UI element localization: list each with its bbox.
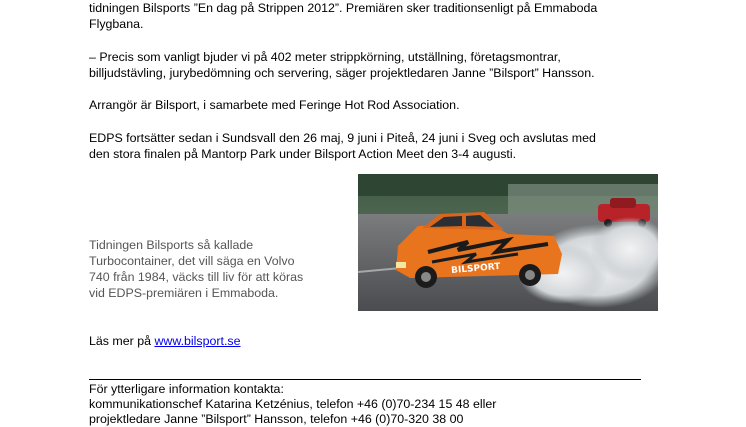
contact-line-2: projektledare Janne ”Bilsport” Hansson, telefon +46 (0)70-320 38 00 — [89, 412, 464, 426]
caption-line-1: Tidningen Bilsports så kallade — [89, 238, 254, 252]
car-lettering: BILSPORT — [450, 261, 501, 277]
paragraph-intro-line-1: tidningen Bilsports ”En dag på Strippen 2012”. Premiären sker traditionsenligt på Emmaboda — [89, 1, 598, 15]
paragraph-schedule-line-1: EDPS fortsätter sedan i Sundsvall den 26 maj, 9 juni i Piteå, 24 juni i Sveg och avslutas med — [89, 131, 596, 145]
read-more-prefix: Läs mer på — [89, 334, 155, 348]
paragraph-quote-line-1: – Precis som vanligt bjuder vi på 402 meter strippkörning, utställning, företagsmontrar, — [89, 50, 561, 64]
contact-heading: För ytterligare information kontakta: — [89, 382, 284, 396]
race-car-photo — [358, 174, 658, 311]
photo-caption — [89, 237, 339, 301]
bilsport-link[interactable]: www.bilsport.se — [154, 334, 241, 348]
race-car-illustration — [358, 174, 658, 311]
section-divider — [89, 379, 641, 380]
read-more-line — [89, 333, 241, 349]
paragraph-intro-line-2: Flygbana. — [89, 17, 144, 31]
paragraph-organizer: Arrangör är Bilsport, i samarbete med Feringe Hot Rod Association. — [89, 98, 460, 112]
caption-line-4: vid EDPS-premiären i Emmaboda. — [89, 286, 279, 300]
paragraph-schedule-line-2: den stora finalen på Mantorp Park under Bilsport Action Meet den 3-4 augusti. — [89, 147, 517, 161]
caption-line-2: Turbocontainer, det vill säga en Volvo — [89, 254, 295, 268]
caption-line-3: 740 från 1984, väcks till liv för att köras — [89, 270, 304, 284]
contact-line-1: kommunikationschef Katarina Ketzénius, telefon +46 (0)70-234 15 48 eller — [89, 397, 497, 411]
paragraph-quote-line-2: billjudstävling, jurybedömning och servering, säger projektledaren Janne ”Bilsport” Hansson. — [89, 66, 595, 80]
